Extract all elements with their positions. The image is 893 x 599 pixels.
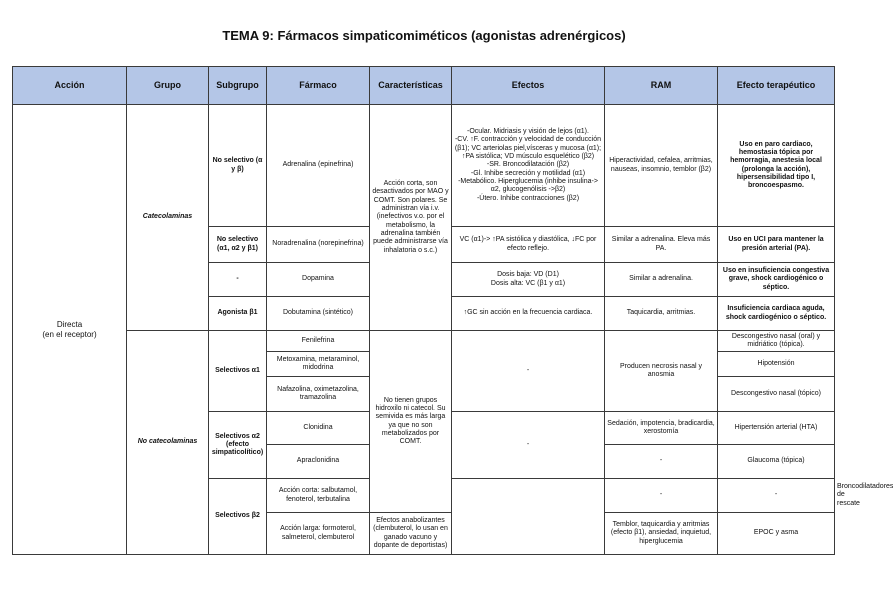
header-ram: RAM (605, 67, 718, 105)
efectos-cell: - (452, 412, 605, 479)
efectos-cell: ↑GC sin acción en la frecuencia cardiaca. (452, 297, 605, 331)
farmaco-cell: Acción larga: formoterol, salmeterol, clembuterol (267, 513, 370, 555)
ram-cell: Sedación, impotencia, bradicardia, xerostomía (605, 412, 718, 445)
table-row (13, 331, 835, 352)
farmaco-cell: Apraclonidina (267, 445, 370, 479)
page-title: TEMA 9: Fármacos simpaticomiméticos (agonistas adrenérgicos) (222, 28, 626, 43)
terapeutico-cell: Hipertensión arterial (HTA) (718, 412, 835, 445)
efectos-cell: - (452, 331, 605, 412)
farmaco-cell: Nafazolina, oximetazolina, tramazolina (267, 377, 370, 412)
terapeutico-cell: Uso en paro cardiaco, hemostasia tópica por hemorragia, anestesia local (prolonga la acción), hipersensibilidad tipo I, broncoespasmo. (718, 105, 835, 227)
farmaco-cell: Acción corta: salbutamol, fenoterol, terbutalina (267, 479, 370, 513)
caracteristicas-catecolaminas: Acción corta, son desactivados por MAO y COMT. Son polares. Se administran vía i.v. (inefectivos v.o. por el metabolismo, la adrenalina también puede administrarse vía inhalatoria o s.c.) (370, 105, 452, 331)
ram-cell: Taquicardia, arritmias. (605, 297, 718, 331)
drug-table (12, 66, 893, 555)
ram-cell: Similar a adrenalina. Eleva más PA. (605, 227, 718, 263)
terapeutico-cell: Hipotensión (718, 352, 835, 377)
subgrupo-cell: No selectivo (α y β) (209, 105, 267, 227)
ram-cell: Similar a adrenalina. (605, 263, 718, 297)
caracteristicas-empty (452, 479, 605, 555)
grupo-no-catecolaminas: No catecolaminas (127, 331, 209, 555)
farmaco-cell: Clonidina (267, 412, 370, 445)
farmaco-cell: Dopamina (267, 263, 370, 297)
table-row (13, 105, 835, 227)
ram-cell: Producen necrosis nasal y anosmia (605, 331, 718, 412)
header-subgrupo: Subgrupo (209, 67, 267, 105)
terapeutico-cell: EPOC y asma (718, 513, 835, 555)
accion-directa: Directa (en el receptor) (13, 105, 127, 555)
subgrupo-cell: Selectivos α1 (209, 331, 267, 412)
farmaco-cell: Fenilefrina (267, 331, 370, 352)
terapeutico-cell: Uso en UCI para mantener la presión arterial (PA). (718, 227, 835, 263)
subgrupo-cell: - (209, 263, 267, 297)
header-farmaco: Fármaco (267, 67, 370, 105)
subgrupo-cell: Selectivos β2 (209, 479, 267, 555)
header-efecto-terapeutico: Efecto terapéutico (718, 67, 835, 105)
terapeutico-cell: Glaucoma (tópica) (718, 445, 835, 479)
terapeutico-cell: Insuficiencia cardiaca aguda, shock cardiogénico o séptico. (718, 297, 835, 331)
farmaco-cell: Adrenalina (epinefrina) (267, 105, 370, 227)
subgrupo-cell: Selectivos α2 (efecto simpaticolítico) (209, 412, 267, 479)
efectos-cell: VC (α1)-> ↑PA sistólica y diastólica, ↓FC por efecto reflejo. (452, 227, 605, 263)
farmaco-cell: Dobutamina (sintético) (267, 297, 370, 331)
subgrupo-cell: Agonista β1 (209, 297, 267, 331)
efectos-cell: Efectos anabolizantes (clembuterol, lo usan en ganado vacuno y dopante de deportistas) (370, 513, 452, 555)
header-efectos: Efectos (452, 67, 605, 105)
header-accion: Acción (13, 67, 127, 105)
efectos-cell: - (605, 479, 718, 513)
efectos-cell: Dosis baja: VD (D1) Dosis alta: VC (β1 y α1) (452, 263, 605, 297)
ram-cell: Temblor, taquicardia y arritmias (efecto β1), ansiedad, inquietud, hiperglucemia (605, 513, 718, 555)
ram-cell: - (718, 479, 835, 513)
terapeutico-cell: Descongestivo nasal (oral) y midriático (tópica). (718, 331, 835, 352)
ram-cell: - (605, 445, 718, 479)
header-caracteristicas: Características (370, 67, 452, 105)
farmaco-cell: Metoxamina, metaraminol, midodrina (267, 352, 370, 377)
caracteristicas-no-catecolaminas: No tienen grupos hidroxilo ni catecol. Su semivida es más larga ya que no son metabolizados por COMT. (370, 331, 452, 513)
terapeutico-cell: Uso en insuficiencia congestiva grave, shock cardiogénico o séptico. (718, 263, 835, 297)
ram-cell: Hiperactividad, cefalea, arritmias, nauseas, insomnio, temblor (β2) (605, 105, 718, 227)
efectos-cell: -Ocular. Midriasis y visión de lejos (α1). -CV. ↑F. contracción y velocidad de conducción (β1); VC arteriolas piel,vísceras y mucosa (α1); ↑PA sistólica; VD músculo esquelético (β2) -SR. Broncodilatación (β2) -Gl. Inhibe secreción y motilidad (α1) -Metabólico. Hiperglucemia (inhibe insulina-> α2, glucogenólisis ->β2) -Útero. Inhibe contracciones (β2) (452, 105, 605, 227)
header-grupo: Grupo (127, 67, 209, 105)
header-row (13, 67, 835, 105)
subgrupo-cell: No selectivo (α1, α2 y β1) (209, 227, 267, 263)
terapeutico-cell: Descongestivo nasal (tópico) (718, 377, 835, 412)
table-row: Selectivos β2 Acción corta: salbutamol, fenoterol, terbutalina - - Broncodilatadores de rescate (13, 479, 835, 513)
grupo-catecolaminas: Catecolaminas (127, 105, 209, 331)
farmaco-cell: Noradrenalina (norepinefrina) (267, 227, 370, 263)
